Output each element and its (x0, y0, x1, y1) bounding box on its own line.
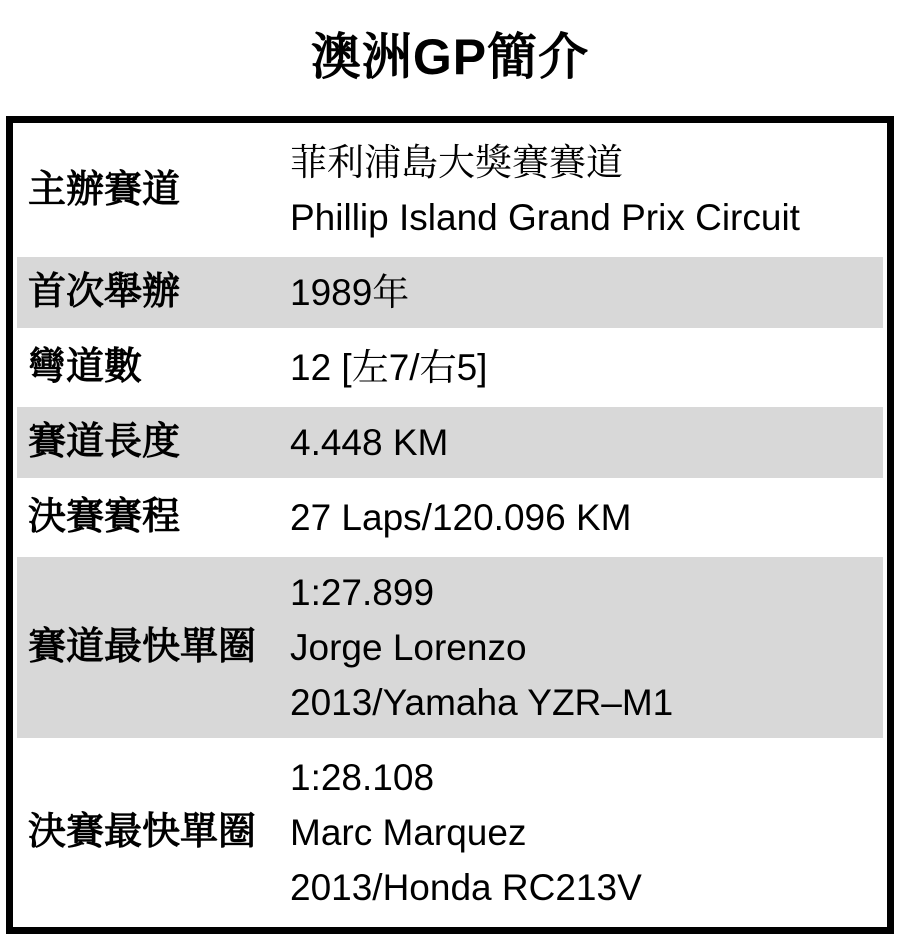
row-value (278, 750, 883, 915)
value-line: 27 Laps/120.096 KM (290, 497, 632, 538)
value-line: Marc Marquez (290, 812, 527, 853)
row-label: 彎道數 (28, 346, 143, 388)
value-line: 2013/Honda RC213V (290, 867, 642, 908)
row-value (278, 415, 883, 470)
page-title: 澳洲GP簡介 (310, 29, 590, 85)
row-label: 主辦賽道 (28, 168, 181, 211)
row-value (278, 265, 883, 320)
value-line: 2013/Yamaha YZR–M1 (290, 682, 674, 723)
value-line: Jorge Lorenzo (290, 627, 527, 668)
row-label: 首次舉辦 (28, 271, 181, 313)
gp-info-table (6, 116, 894, 934)
table-row-corner-count (17, 332, 883, 403)
row-label: 決賽最快單圈 (28, 811, 257, 853)
row-value (278, 490, 883, 545)
value-line: 12 [左7/右5] (290, 347, 488, 388)
value-line: 1:27.899 (290, 572, 435, 613)
row-label: 賽道最快單圈 (28, 626, 257, 668)
table-row-track-length (17, 407, 883, 478)
value-line: 1989年 (290, 272, 410, 313)
table-row-race-distance (17, 482, 883, 553)
row-value (278, 135, 883, 245)
table-row-race-fastest-lap (17, 742, 883, 923)
value-line: 菲利浦島大獎賽賽道 (290, 142, 623, 183)
table-row-first-held (17, 257, 883, 328)
row-value (278, 565, 883, 730)
table-row-circuit-fastest-lap (17, 557, 883, 738)
value-line: Phillip Island Grand Prix Circuit (290, 197, 800, 238)
table-row-host-circuit (17, 127, 883, 253)
row-label: 決賽賽程 (28, 496, 181, 538)
row-label: 賽道長度 (28, 421, 181, 463)
row-value (278, 340, 883, 395)
value-line: 4.448 KM (290, 422, 449, 463)
value-line: 1:28.108 (290, 757, 435, 798)
